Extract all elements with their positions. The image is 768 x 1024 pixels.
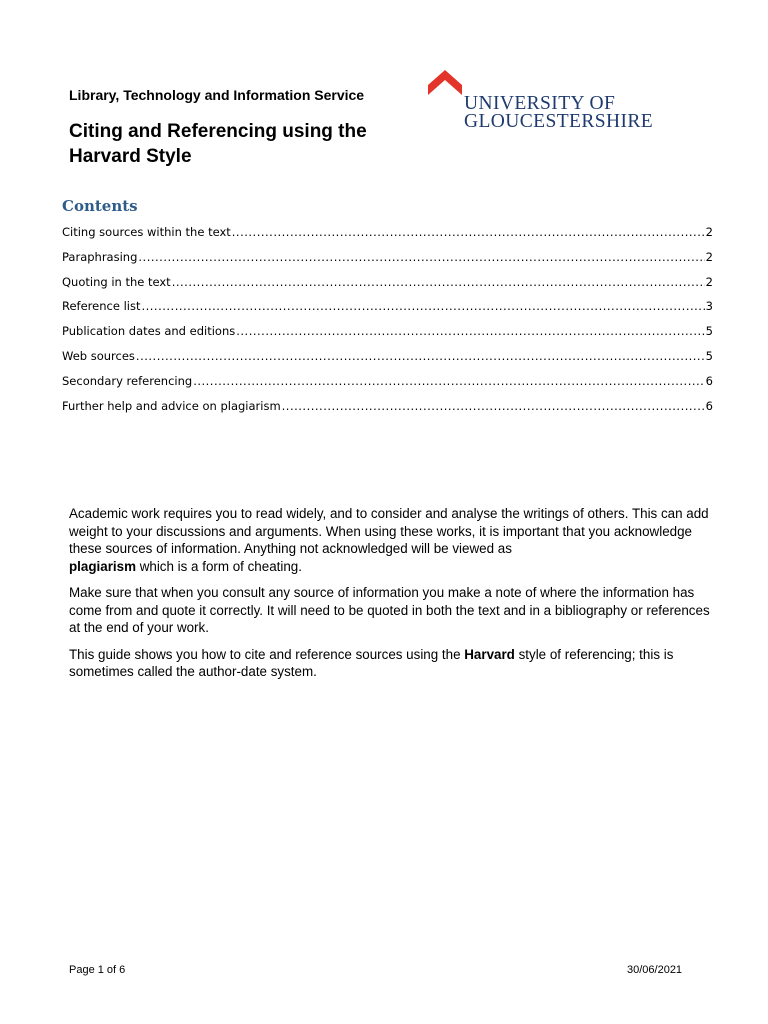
paragraph-3-end: style of referencing; this is sometimes called the author-date system. [69, 646, 674, 679]
toc-item[interactable] [62, 249, 713, 274]
plagiarism-term: plagiarism [69, 558, 136, 574]
title-line-2: Harvard Style [69, 146, 192, 167]
toc-leader-dots [282, 398, 705, 415]
toc-item-page: 5 [705, 324, 713, 339]
intro-paragraph-3 [69, 646, 714, 681]
toc-item-label: Paraphrasing [62, 249, 138, 264]
paragraph-3-start: This guide shows you how to cite and reference sources using the [69, 646, 465, 662]
intro-paragraph-1 [69, 505, 714, 575]
toc-item-label: Secondary referencing [62, 373, 193, 388]
toc-item-label: Further help and advice on plagiarism [62, 398, 281, 413]
toc-item-page: 6 [705, 373, 713, 388]
toc-item-label: Reference list [62, 299, 141, 314]
logo-chevron-mark [428, 70, 462, 95]
footer-page-number: Page 1 of 6 [69, 964, 126, 976]
toc-item[interactable] [62, 398, 713, 423]
toc-leader-dots [141, 298, 704, 315]
toc-leader-dots [193, 373, 704, 390]
toc-item-page: 2 [705, 225, 713, 239]
toc-item-page: 3 [705, 299, 713, 314]
toc-leader-dots [138, 249, 704, 266]
document-title [69, 119, 429, 169]
logo-text-line-1: UNIVERSITY OF [464, 93, 616, 114]
toc-item-label: Publication dates and editions [62, 324, 236, 339]
toc-leader-dots [232, 224, 705, 241]
toc-item-label: Citing sources within the text [62, 225, 231, 239]
toc-item-page: 2 [705, 249, 713, 264]
harvard-term: Harvard [464, 646, 515, 662]
toc-item-page: 2 [705, 274, 713, 289]
toc-item-label: Web sources [62, 348, 135, 363]
paragraph-1-text: Academic work requires you to read widely, and to consider and analyse the writings of others. This can add weight to your discussions and arguments. When using these works, it is important that you acknowledge these sources of information. Anything not acknowledged will be viewed as [69, 506, 709, 556]
toc-item[interactable] [62, 274, 713, 299]
title-line-1: Citing and Referencing using the [69, 121, 367, 142]
table-of-contents [62, 224, 713, 422]
toc-item[interactable] [62, 224, 713, 249]
toc-item-page: 5 [705, 348, 713, 363]
intro-body [69, 505, 714, 690]
footer-date: 30/06/2021 [627, 964, 683, 976]
toc-leader-dots [136, 348, 705, 365]
chevron-roof-icon [428, 70, 462, 96]
header-department: Library, Technology and Information Service [69, 87, 365, 103]
logo-text-line-2: GLOUCESTERSHIRE [464, 111, 654, 132]
toc-item[interactable] [62, 348, 713, 373]
contents-heading: Contents [62, 197, 138, 215]
intro-paragraph-2: Make sure that when you consult any source of information you make a note of where the information has come from and quote it correctly. It will need to be quoted in both the text and in a bibliography or references at the end of your work. [69, 585, 710, 635]
toc-leader-dots [236, 323, 704, 340]
toc-item[interactable] [62, 298, 713, 323]
toc-item[interactable] [62, 373, 713, 398]
toc-leader-dots [172, 274, 705, 291]
toc-item-page: 6 [705, 398, 713, 413]
university-logo [428, 68, 678, 132]
toc-item-label: Quoting in the text [62, 274, 171, 289]
paragraph-1-tail: which is a form of cheating. [135, 558, 302, 574]
toc-item[interactable] [62, 323, 713, 348]
